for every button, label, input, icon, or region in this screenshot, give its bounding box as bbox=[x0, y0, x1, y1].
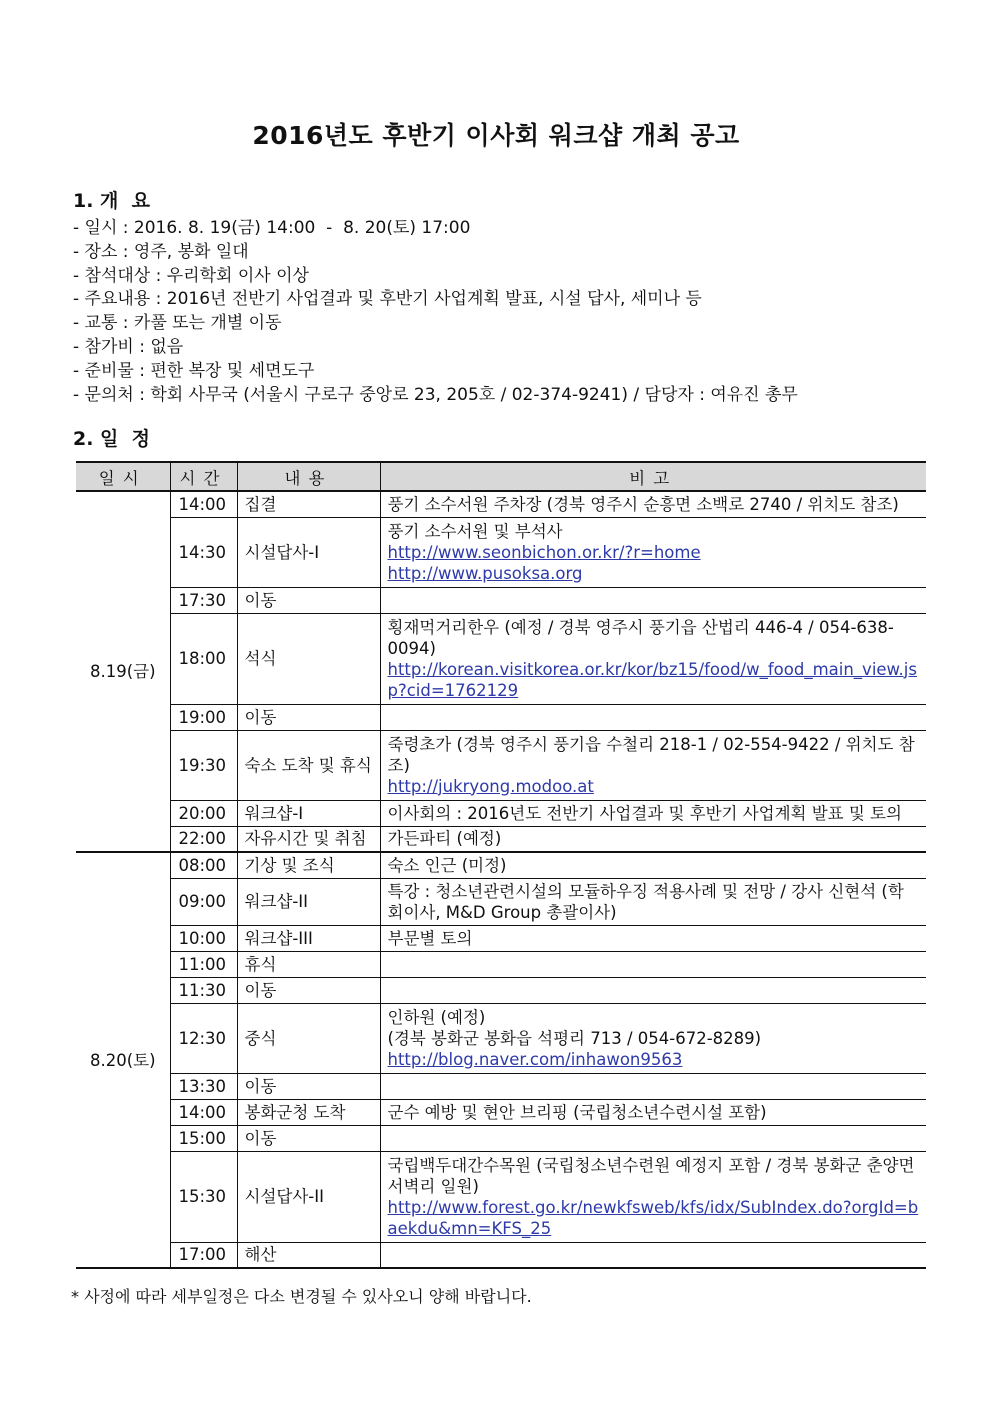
content-cell: 이동 bbox=[237, 1125, 380, 1151]
note-text: 가든파티 (예정) bbox=[387, 829, 502, 849]
column-header-date: 일시 bbox=[76, 462, 170, 491]
note-cell bbox=[380, 491, 926, 517]
date-cell: 8.20(토) bbox=[76, 852, 170, 1268]
table-row bbox=[76, 951, 926, 977]
table-row bbox=[76, 1151, 926, 1242]
time-cell: 22:00 bbox=[170, 826, 237, 852]
table-row bbox=[76, 977, 926, 1003]
note-cell bbox=[380, 1242, 926, 1268]
note-text: 숙소 인근 (미정) bbox=[387, 855, 507, 875]
schedule-table bbox=[76, 461, 926, 1269]
schedule-header-row bbox=[76, 462, 926, 491]
footnote: * 사정에 따라 세부일정은 다소 변경될 수 있사오니 양해 바랍니다. bbox=[71, 1287, 532, 1306]
table-row bbox=[76, 1073, 926, 1099]
overview-item: - 참가비 : 없음 bbox=[73, 336, 184, 357]
note-cell bbox=[380, 1073, 926, 1099]
note-text: 인하원 (예정) bbox=[387, 1007, 486, 1027]
content-cell: 이동 bbox=[237, 704, 380, 730]
note-text: 군수 예방 및 현안 브리핑 (국립청소년수련시설 포함) bbox=[387, 1102, 767, 1122]
overview-item: - 준비물 : 편한 복장 및 세면도구 bbox=[73, 360, 315, 381]
schedule-body bbox=[76, 491, 926, 1268]
content-cell: 시설답사-II bbox=[237, 1151, 380, 1242]
time-cell: 19:30 bbox=[170, 730, 237, 800]
overview-item: - 일시 : 2016. 8. 19(금) 14:00 - 8. 20(토) 17:00 bbox=[73, 218, 471, 238]
note-cell bbox=[380, 613, 926, 704]
content-cell: 중식 bbox=[237, 1003, 380, 1073]
note-text: 특강 : 청소년관련시설의 모듈하우징 적용사례 및 전망 / 강사 신현석 (학회이사, M&D Group 총괄이사) bbox=[387, 881, 904, 922]
table-row bbox=[76, 1003, 926, 1073]
time-cell: 11:30 bbox=[170, 977, 237, 1003]
table-row bbox=[76, 704, 926, 730]
note-link[interactable]: http://blog.naver.com/inhawon9563 bbox=[387, 1049, 683, 1069]
note-text: 부문별 토의 bbox=[387, 928, 473, 948]
time-cell: 15:30 bbox=[170, 1151, 237, 1242]
note-text: 횡재먹거리한우 (예정 / 경북 영주시 풍기읍 산법리 446-4 / 054-638-0094) bbox=[387, 617, 894, 658]
note-cell bbox=[380, 704, 926, 730]
time-cell: 08:00 bbox=[170, 852, 237, 878]
content-cell: 집결 bbox=[237, 491, 380, 517]
table-row bbox=[76, 1099, 926, 1125]
note-cell bbox=[380, 1125, 926, 1151]
table-row bbox=[76, 1125, 926, 1151]
time-cell: 12:30 bbox=[170, 1003, 237, 1073]
time-cell: 20:00 bbox=[170, 800, 237, 826]
table-row bbox=[76, 800, 926, 826]
table-row bbox=[76, 826, 926, 852]
overview-item: - 문의처 : 학회 사무국 (서울시 구로구 중앙로 23, 205호 / 02-374-9241) / 담당자 : 여유진 총무 bbox=[73, 384, 798, 405]
note-cell bbox=[380, 951, 926, 977]
note-link[interactable]: http://www.seonbichon.or.kr/?r=home bbox=[387, 542, 701, 562]
time-cell: 09:00 bbox=[170, 878, 237, 925]
content-cell: 워크샵-I bbox=[237, 800, 380, 826]
table-row bbox=[76, 613, 926, 704]
overview-list bbox=[73, 217, 933, 407]
table-row bbox=[76, 730, 926, 800]
time-cell: 11:00 bbox=[170, 951, 237, 977]
table-row bbox=[76, 925, 926, 951]
content-cell: 이동 bbox=[237, 977, 380, 1003]
content-cell: 시설답사-I bbox=[237, 517, 380, 587]
note-text: 국립백두대간수목원 (국립청소년수련원 예정지 포함 / 경북 봉화군 춘양면 서벽리 일원) bbox=[387, 1155, 915, 1196]
table-row bbox=[76, 491, 926, 517]
note-cell bbox=[380, 852, 926, 878]
content-cell: 휴식 bbox=[237, 951, 380, 977]
note-cell bbox=[380, 1151, 926, 1242]
note-cell bbox=[380, 925, 926, 951]
time-cell: 14:30 bbox=[170, 517, 237, 587]
content-cell: 숙소 도착 및 휴식 bbox=[237, 730, 380, 800]
note-text: 이사회의 : 2016년도 전반기 사업결과 및 후반기 사업계획 발표 및 토의 bbox=[387, 803, 902, 823]
note-text: 죽령초가 (경북 영주시 풍기읍 수철리 218-1 / 02-554-9422 / 위치도 참조) bbox=[387, 734, 915, 775]
note-cell bbox=[380, 826, 926, 852]
column-header-time: 시간 bbox=[170, 462, 237, 491]
date-cell: 8.19(금) bbox=[76, 491, 170, 852]
time-cell: 19:00 bbox=[170, 704, 237, 730]
content-cell: 석식 bbox=[237, 613, 380, 704]
note-text: 풍기 소수서원 및 부석사 bbox=[387, 521, 563, 541]
time-cell: 15:00 bbox=[170, 1125, 237, 1151]
column-header-note: 비고 bbox=[380, 462, 926, 491]
note-text: (경북 봉화군 봉화읍 석평리 713 / 054-672-8289) bbox=[387, 1028, 762, 1048]
table-row bbox=[76, 517, 926, 587]
content-cell: 워크샵-II bbox=[237, 878, 380, 925]
time-cell: 14:00 bbox=[170, 491, 237, 517]
note-link[interactable]: http://www.forest.go.kr/newkfsweb/kfs/idx/SubIndex.do?orgId=baekdu&mn=KFS_25 bbox=[387, 1197, 919, 1238]
page-title: 2016년도 후반기 이사회 워크샵 개최 공고 bbox=[252, 121, 740, 150]
note-cell bbox=[380, 800, 926, 826]
overview-item: - 참석대상 : 우리학회 이사 이상 bbox=[73, 265, 309, 286]
time-cell: 17:00 bbox=[170, 1242, 237, 1268]
note-cell bbox=[380, 730, 926, 800]
content-cell: 봉화군청 도착 bbox=[237, 1099, 380, 1125]
overview-item: - 주요내용 : 2016년 전반기 사업결과 및 후반기 사업계획 발표, 시설 답사, 세미나 등 bbox=[73, 289, 702, 310]
note-cell bbox=[380, 878, 926, 925]
note-text: 풍기 소수서원 주차장 (경북 영주시 순흥면 소백로 2740 / 위치도 참조) bbox=[387, 494, 899, 514]
note-cell bbox=[380, 1003, 926, 1073]
content-cell: 해산 bbox=[237, 1242, 380, 1268]
table-row bbox=[76, 852, 926, 878]
note-link[interactable]: http://www.pusoksa.org bbox=[387, 563, 583, 583]
note-cell bbox=[380, 587, 926, 613]
note-link[interactable]: http://jukryong.modoo.at bbox=[387, 776, 594, 796]
time-cell: 18:00 bbox=[170, 613, 237, 704]
overview-item: - 교통 : 카풀 또는 개별 이동 bbox=[73, 313, 282, 334]
column-header-content: 내용 bbox=[237, 462, 380, 491]
content-cell: 이동 bbox=[237, 587, 380, 613]
table-row bbox=[76, 587, 926, 613]
note-link[interactable]: http://korean.visitkorea.or.kr/kor/bz15/food/w_food_main_view.jsp?cid=1762129 bbox=[387, 659, 917, 700]
note-cell bbox=[380, 1099, 926, 1125]
content-cell: 자유시간 및 취침 bbox=[237, 826, 380, 852]
section-heading-schedule: 2. 일 정 bbox=[73, 428, 150, 450]
content-cell: 이동 bbox=[237, 1073, 380, 1099]
time-cell: 17:30 bbox=[170, 587, 237, 613]
time-cell: 13:30 bbox=[170, 1073, 237, 1099]
content-cell: 워크샵-III bbox=[237, 925, 380, 951]
section-heading-overview: 1. 개 요 bbox=[73, 190, 150, 212]
table-row bbox=[76, 1242, 926, 1268]
time-cell: 10:00 bbox=[170, 925, 237, 951]
overview-item: - 장소 : 영주, 봉화 일대 bbox=[73, 241, 249, 262]
content-cell: 기상 및 조식 bbox=[237, 852, 380, 878]
table-row bbox=[76, 878, 926, 925]
time-cell: 14:00 bbox=[170, 1099, 237, 1125]
note-cell bbox=[380, 517, 926, 587]
note-cell bbox=[380, 977, 926, 1003]
